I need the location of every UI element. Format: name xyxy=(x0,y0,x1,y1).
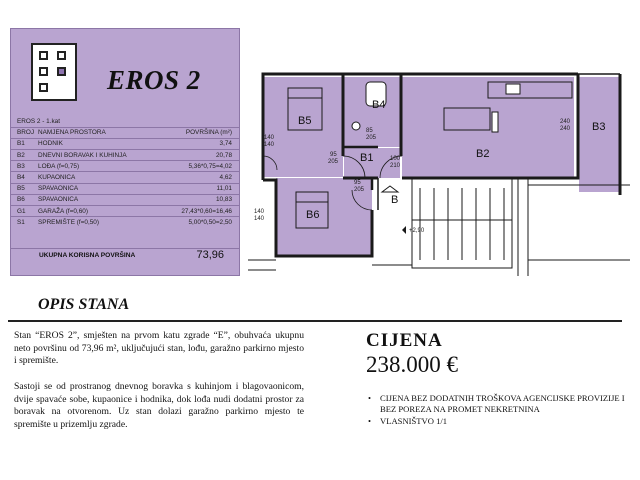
row-area: 10,83 xyxy=(159,194,240,205)
dim-width: 240 xyxy=(560,119,571,125)
row-code: S1 xyxy=(11,217,36,228)
dim-width: 100 xyxy=(390,156,401,162)
row-name: SPAVAONICA xyxy=(36,194,159,205)
dim-height: 140 xyxy=(254,216,265,222)
entrance-arrow-icon xyxy=(382,186,398,192)
room-label-b4: B4 xyxy=(372,99,386,111)
row-name: SPAVAONICA xyxy=(36,183,159,194)
building-logo-icon xyxy=(31,43,77,101)
table-row xyxy=(11,172,240,183)
room-label-b3: B3 xyxy=(592,121,606,133)
row-code: G1 xyxy=(11,206,36,217)
price-value: 238.000 € xyxy=(366,352,458,377)
row-code: B4 xyxy=(11,172,36,183)
price-heading: CIJENA xyxy=(366,330,443,351)
table-header-row xyxy=(11,127,240,138)
dim-width: 140 xyxy=(264,135,275,141)
row-area: 5,36*0,75=4,02 xyxy=(159,161,240,172)
table xyxy=(492,112,498,132)
row-code: B6 xyxy=(11,194,36,205)
row-code: B1 xyxy=(11,138,36,149)
row-code: B2 xyxy=(11,150,36,161)
price-notes xyxy=(368,393,630,428)
price-note: • VLASNIŠTVO 1/1 xyxy=(368,416,630,427)
room-label-b5: B5 xyxy=(298,115,312,127)
row-name: SPREMIŠTE (f=0,50) xyxy=(36,217,159,228)
dim-width: 95 xyxy=(330,152,337,158)
sink xyxy=(506,84,520,94)
row-name: KUPAONICA xyxy=(36,172,159,183)
toilet xyxy=(352,122,360,130)
dim-height: 210 xyxy=(390,163,401,169)
row-name: HODNIK xyxy=(36,138,159,149)
table-row xyxy=(11,183,240,194)
total-label: UKUPNA KORISNA POVRŠINA xyxy=(39,252,136,259)
row-area: 4,62 xyxy=(159,172,240,183)
row-area: 3,74 xyxy=(159,138,240,149)
row-code: B3 xyxy=(11,161,36,172)
dim-height: 205 xyxy=(328,159,339,165)
total-value: 73,96 xyxy=(196,249,224,261)
table-subtitle: EROS 2 - 1.kat xyxy=(17,117,60,125)
apartment-title: EROS 2 xyxy=(107,65,201,95)
floor-plan xyxy=(248,60,630,276)
dim-height: 240 xyxy=(560,126,571,132)
row-area: 27,43*0,60=16,46 xyxy=(159,206,240,217)
table-row xyxy=(11,150,240,161)
divider xyxy=(8,320,622,322)
row-area: 5,00*0,50=2,50 xyxy=(159,217,240,228)
dim-width: 95 xyxy=(354,180,361,186)
total-row xyxy=(11,248,240,262)
level-mark-icon xyxy=(402,226,406,234)
header-area: POVRŠINA (m²) xyxy=(159,127,240,138)
spec-table xyxy=(11,116,240,228)
row-area: 20,78 xyxy=(159,150,240,161)
description-heading: OPIS STANA xyxy=(38,296,130,313)
header-code: BROJ xyxy=(11,127,36,138)
table-row xyxy=(11,138,240,149)
dim-width: 140 xyxy=(254,209,265,215)
room-label-b1: B1 xyxy=(360,152,374,164)
table-row xyxy=(11,217,240,228)
room-label-b2: B2 xyxy=(476,148,490,160)
dim-width: 85 xyxy=(366,128,373,134)
price-note: • CIJENA BEZ DODATNIH TROŠKOVA AGENCIJSKE PROVIZIJE I BEZ POREZA NA PROMET NEKRETNINA xyxy=(368,393,630,415)
row-name: DNEVNI BORAVAK I KUHINJA xyxy=(36,150,159,161)
spec-panel xyxy=(10,28,240,276)
room-b3 xyxy=(579,77,619,192)
header-name: NAMJENA PROSTORA xyxy=(36,127,159,138)
table-row xyxy=(11,194,240,205)
dim-height: 205 xyxy=(366,135,377,141)
row-name: GARAŽA (f=0,60) xyxy=(36,206,159,217)
dim-height: 205 xyxy=(354,187,365,193)
room-label-b: B xyxy=(391,194,399,206)
dim-height: 140 xyxy=(264,142,275,148)
row-name: LOĐA (f=0,75) xyxy=(36,161,159,172)
level-mark: +2,90 xyxy=(409,228,425,234)
table-row xyxy=(11,206,240,217)
room-label-b6: B6 xyxy=(306,209,320,221)
row-area: 11,01 xyxy=(159,183,240,194)
description-paragraph-2: Sastoji se od prostranog dnevnog boravka s kuhinjom i blagovaonicom, dvije spavaće sobe, kupaonice i hodnika, dok lođa nudi dodatni prostor za boravak na otvorenom. Uz stan dolazi garažno parkirno mjesto te spremište u prizemlju zgrade. xyxy=(14,381,304,430)
description-paragraph-1: Stan “EROS 2”, smješten na prvom katu zgrade “E”, obuhvaća ukupnu neto površinu od 73,96 m², uključujući stan, lođu, garažno parkirno mjesto i spremište. xyxy=(14,330,304,367)
row-code: B5 xyxy=(11,183,36,194)
table-row xyxy=(11,161,240,172)
